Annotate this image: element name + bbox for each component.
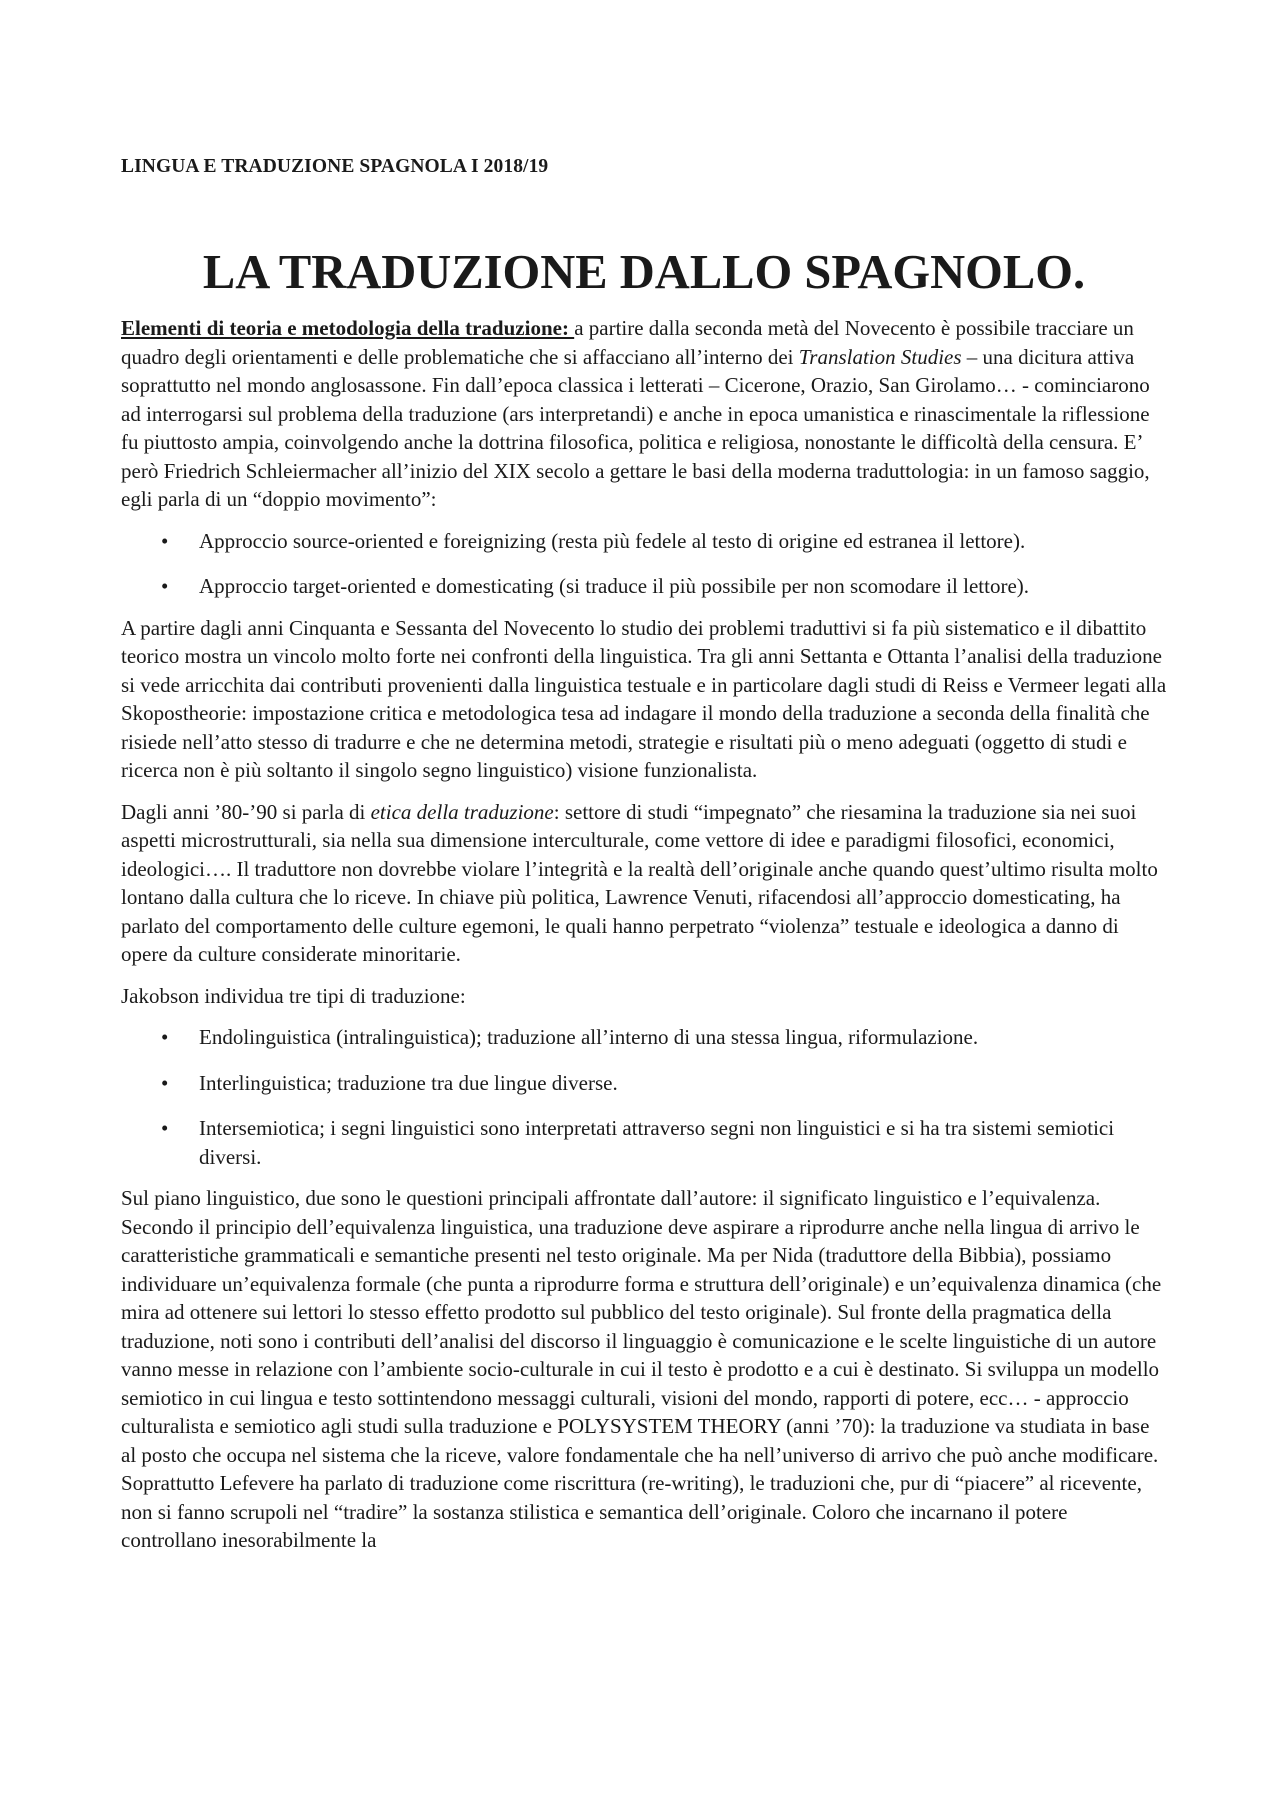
- list-item-text: Intersemiotica; i segni linguistici sono interpretati attraverso segni non linguistici e si ha tra sistemi semiotici diversi.: [199, 1116, 1115, 1169]
- bullet-icon: •: [161, 528, 169, 553]
- list-item: [121, 572, 1167, 601]
- translation-types-list: [121, 1023, 1167, 1171]
- list-item: [121, 1069, 1167, 1098]
- intro-label: Elementi di teoria e metodologia della traduzione:: [121, 316, 575, 340]
- bullet-icon: •: [161, 574, 169, 598]
- ethics-italic-term: etica della traduzione: [370, 799, 554, 824]
- intro-paragraph: [121, 314, 1167, 514]
- list-item-text: Interlinguistica; traduzione tra due lingue diverse.: [199, 1070, 618, 1095]
- ethics-text-part-1: Dagli anni ’80-’90 si parla di: [121, 799, 371, 824]
- paragraph-ethics: [121, 798, 1167, 969]
- list-item: [121, 1114, 1167, 1171]
- bullet-icon: •: [161, 1070, 169, 1095]
- list-item-text: Approccio target-oriented e domesticating (si traduce il più possibile per non scomodare il lettore).: [199, 574, 1030, 598]
- intro-text-part-1: a partire dalla seconda metà del Novecento è possibile tracciare un quadro degli orientamenti e delle problematiche che si affacciano all’interno dei: [121, 316, 1134, 369]
- page-title: LA TRADUZIONE DALLO SPAGNOLO.: [202, 246, 1086, 299]
- list-item: [121, 527, 1167, 556]
- bullet-icon: •: [161, 1116, 169, 1140]
- paragraph-equivalence: Sul piano linguistico, due sono le questioni principali affrontate dall’autore: il significato linguistico e l’equivalenza. Secondo il principio dell’equivalenza linguistica, una traduzione deve aspirare a riprodurre anche nella lingua di arrivo le caratteristiche grammaticali e semantiche presenti nel testo originale. Ma per Nida (traduttore della Bibbia), possiamo individuare un’equivalenza formale (che punta a riprodurre forma e struttura dell’originale) e un’equivalenza dinamica (che mira ad ottenere sui lettori lo stesso effetto prodotto sul pubblico del testo originale). Sul fronte della pragmatica della traduzione, noti sono i contributi dell’analisi del discorso il linguaggio è comunicazione e le scelte linguistiche di un autore vanno messe in relazione con l’ambiente socio-culturale in cui il testo è prodotto e a cui è destinato. Si sviluppa un modello semiotico in cui lingua e testo sottintendono messaggi culturali, visioni del mondo, rapporti di potere, ecc… - approccio culturalista e semiotico agli studi sulla traduzione e POLYSYSTEM THEORY (anni ’70): la traduzione va studiata in base al posto che occupa nel sistema che la riceve, valore fondamentale che ha nell’universo di arrivo che può anche modificare. Soprattutto Lefevere ha parlato di traduzione come riscrittura (re-writing), le traduzioni che, pur di “piacere” al ricevente, non si fanno scrupoli nel “tradire” la sostanza stilistica e semantica dell’originale. Coloro che incarnano il potere controllano inesorabilmente la: [121, 1186, 1162, 1552]
- list-item-text: Approccio source-oriented e foreignizing (resta più fedele al testo di origine ed estranea il lettore).: [199, 528, 1026, 553]
- course-header: LINGUA E TRADUZIONE SPAGNOLA I 2018/19: [121, 156, 549, 177]
- list-item: [121, 1023, 1167, 1052]
- paragraph-functionalism: A partire dagli anni Cinquanta e Sessanta del Novecento lo studio dei problemi traduttivi si fa più sistematico e il dibattito teorico mostra un vincolo molto forte nei confronti della linguistica. Tra gli anni Settanta e Ottanta l’analisi della traduzione si vede arricchita dai contributi provenienti dalla linguistica testuale e in particolare dagli studi di Reiss e Vermeer legati alla Skopostheorie: impostazione critica e metodologica tesa ad indagare il mondo della traduzione a seconda della finalità che risiede nell’atto stesso di tradurre e che ne determina metodi, strategie e risultati più o meno adeguati (oggetto di studi e ricerca non è più soltanto il singolo segno linguistico) visione funzionalista.: [121, 615, 1167, 782]
- list-item-text: Endolinguistica (intralinguistica); traduzione all’interno di una stessa lingua, riformulazione.: [199, 1025, 979, 1049]
- intro-italic-term: Translation Studies: [798, 344, 962, 369]
- approaches-list: [121, 527, 1167, 601]
- ethics-text-part-2: : settore di studi “impegnato” che riesamina la traduzione sia nei suoi aspetti microstrutturali, sia nella sua dimensione interculturale, come vettore di idee e paradigmi filosofici, economici, ideologici…. Il traduttore non dovrebbe violare l’integrità e la realtà dell’originale anche quando quest’ultimo risulta molto lontano dalla cultura che lo riceve. In chiave più politica, Lawrence Venuti, rifacendosi all’approccio domesticating, ha parlato del comportamento delle culture egemoni, le quali hanno perpetrato “violenza” testuale e ideologica a danno di opere da culture considerate minoritarie.: [121, 799, 1158, 966]
- document-body: [121, 314, 1167, 1568]
- intro-text-part-2: – una dicitura attiva soprattutto nel mondo anglosassone. Fin dall’epoca classica i letterati – Cicerone, Orazio, San Girolamo… - cominciarono ad interrogarsi sul problema della traduzione (ars interpretandi) e anche in epoca umanistica e rinascimentale la riflessione fu piuttosto ampia, coinvolgendo anche la dottrina filosofica, politica e religiosa, nonostante le difficoltà della censura. E’ però Friedrich Schleiermacher all’inizio del XIX secolo a gettare le basi della moderna traduttologia: in un famoso saggio, egli parla di un “doppio movimento”:: [121, 344, 1150, 511]
- jakobson-intro: Jakobson individua tre tipi di traduzione:: [121, 983, 466, 1008]
- bullet-icon: •: [161, 1025, 169, 1049]
